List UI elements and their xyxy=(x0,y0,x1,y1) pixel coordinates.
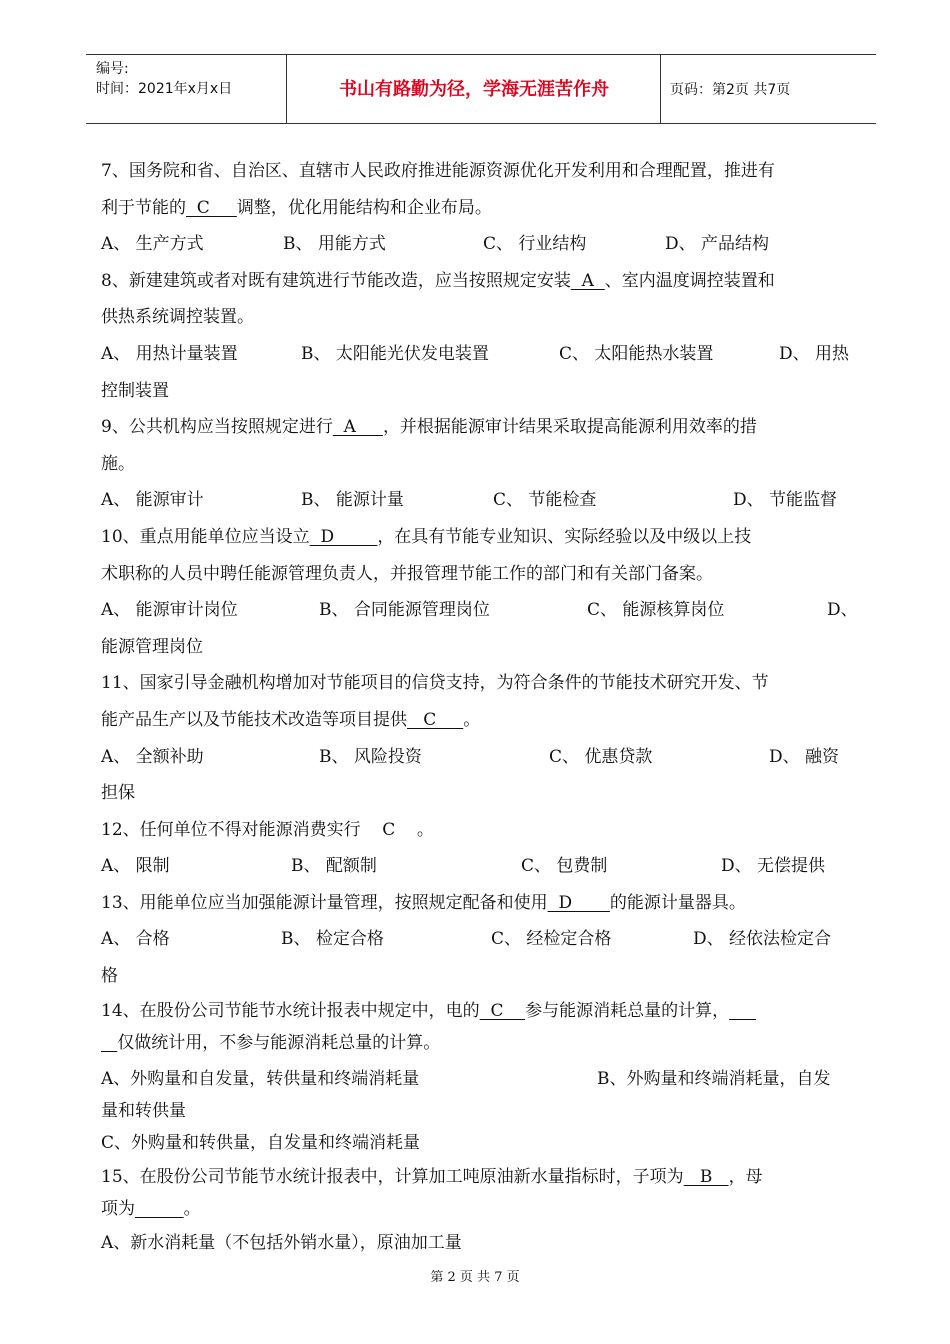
option-d: D、 产品结构 xyxy=(665,234,770,255)
answer-blank: C xyxy=(360,819,417,840)
question-list xyxy=(101,153,859,1259)
option-b: B、 配额制 xyxy=(291,856,377,877)
header-motto: 书山有路勤为径，学海无涯苦作舟 xyxy=(339,79,609,100)
header-divider xyxy=(286,55,287,123)
option-a: A、 能源审计 xyxy=(101,490,204,511)
answer-blank xyxy=(101,1033,117,1053)
question-7-line-2: 利于节能的 C 调整，优化用能结构和企业布局。 xyxy=(101,197,492,218)
option-d: D、 无偿提供 xyxy=(721,856,826,877)
option-c: C、 行业结构 xyxy=(483,234,587,255)
answer-blank: D xyxy=(547,892,610,913)
option-c: C、 太阳能热水装置 xyxy=(559,343,714,364)
answer-blank: A xyxy=(570,270,605,291)
document-time-label: 时间：2021年x月x日 xyxy=(96,81,233,97)
option-a: A、 能源审计岗位 xyxy=(101,600,238,621)
option-a: A、 用热计量装置 xyxy=(101,343,238,364)
answer-blank: C xyxy=(407,709,464,730)
option-d: D、 用热 xyxy=(779,343,850,364)
page-footer: 第 2 页 共 7 页 xyxy=(430,1270,520,1285)
option-d: D、 经依法检定合 xyxy=(693,929,832,950)
option-c: C、 能源核算岗位 xyxy=(587,600,725,621)
question-7-line-1: 7、国务院和省、自治区、直辖市人民政府推进能源资源优化开发利用和合理配置，推进有 xyxy=(101,161,775,181)
option-a: A、外购量和自发量，转供量和终端消耗量 xyxy=(101,1068,420,1089)
option-b: B、 太阳能光伏发电装置 xyxy=(301,343,489,364)
option-c: C、 节能检查 xyxy=(493,490,597,511)
header-page-number: 页码：第2页 共7页 xyxy=(670,82,791,98)
option-b: B、 风险投资 xyxy=(319,746,422,767)
page-header xyxy=(86,54,876,124)
header-meta xyxy=(96,59,232,99)
question-11-options xyxy=(101,739,859,776)
question-9-options xyxy=(101,482,859,519)
option-b: B、 检定合格 xyxy=(281,929,384,950)
question-10-option-continued: 能源管理岗位 xyxy=(101,636,203,657)
question-12-options xyxy=(101,848,859,885)
option-d: D、 融资 xyxy=(769,746,840,767)
question-13-line-1: 13、用能单位应当加强能源计量管理，按照规定配备和使用 D 的能源计量器具。 xyxy=(101,892,746,913)
option-c: C、 经检定合格 xyxy=(491,929,612,950)
question-14-option-b-continued: 量和转供量 xyxy=(101,1100,186,1121)
option-d: D、 节能监督 xyxy=(733,490,838,511)
answer-blank: A xyxy=(332,417,383,438)
answer-blank xyxy=(135,1199,184,1219)
answer-blank: B xyxy=(683,1166,729,1187)
answer-blank: C xyxy=(479,1000,526,1021)
option-a: A、 全额补助 xyxy=(101,746,204,767)
question-11-line-2: 能产品生产以及节能技术改造等项目提供 C 。 xyxy=(101,709,481,730)
option-c: C、 包费制 xyxy=(521,856,608,877)
option-b: B、 合同能源管理岗位 xyxy=(319,600,490,621)
option-b: B、 能源计量 xyxy=(301,490,404,511)
question-13-option-continued: 格 xyxy=(101,966,118,987)
option-a: A、 生产方式 xyxy=(101,234,204,255)
question-12-line-1: 12、任何单位不得对能源消费实行 C 。 xyxy=(101,819,434,840)
question-15-line-2: 项为 。 xyxy=(101,1198,201,1219)
question-8-line-1: 8、新建建筑或者对既有建筑进行节能改造，应当按照规定安装 A 、室内温度调控装置和 xyxy=(101,270,775,291)
question-11-line-1: 11、国家引导金融机构增加对节能项目的信贷支持，为符合条件的节能技术研究开发、节 xyxy=(101,673,769,694)
option-c: C、 优惠贷款 xyxy=(549,746,653,767)
question-14-line-2: 仅做统计用，不参与能源消耗总量的计算。 xyxy=(101,1027,859,1059)
question-8-options xyxy=(101,336,859,373)
option-a: A、 限制 xyxy=(101,856,170,877)
question-8-line-2: 供热系统调控装置。 xyxy=(101,307,254,328)
option-b: B、外购量和终端消耗量，自发 xyxy=(597,1068,831,1089)
question-11-option-continued: 担保 xyxy=(101,783,135,804)
question-14-options-row-1 xyxy=(101,1063,859,1095)
option-a: A、 合格 xyxy=(101,929,170,950)
question-9-line-2: 施。 xyxy=(101,453,135,474)
option-a: A、新水消耗量（不包括外销水量），原油加工量 xyxy=(101,1232,462,1253)
option-d: D、 xyxy=(827,600,858,621)
question-14-line-1: 14、在股份公司节能节水统计报表中规定中，电的 C 参与能源消耗总量的计算， xyxy=(101,995,859,1027)
document-number-label: 编号: xyxy=(96,61,129,77)
question-10-line-2: 术职称的人员中聘任能源管理负责人，并报管理节能工作的部门和有关部门备案。 xyxy=(101,563,713,584)
question-10-line-1: 10、重点用能单位应当设立 D ，在具有节能专业知识、实际经验以及中级以上技 xyxy=(101,526,752,547)
answer-blank: C xyxy=(186,197,237,218)
header-divider xyxy=(660,55,661,123)
answer-blank xyxy=(729,1001,756,1021)
answer-blank: D xyxy=(309,526,378,547)
option-b: B、 用能方式 xyxy=(283,234,386,255)
option-c: C、外购量和转供量，自发量和终端消耗量 xyxy=(101,1132,421,1153)
question-10-options xyxy=(101,592,859,629)
question-9-line-1: 9、公共机构应当按照规定进行 A ，并根据能源审计结果采取提高能源利用效率的措 xyxy=(101,417,757,438)
question-8-option-continued: 控制装置 xyxy=(101,380,169,401)
question-13-options xyxy=(101,921,859,958)
question-15-line-1: 15、在股份公司节能节水统计报表中，计算加工吨原油新水量指标时，子项为 B ，母 xyxy=(101,1166,763,1187)
question-7-options xyxy=(101,226,859,263)
